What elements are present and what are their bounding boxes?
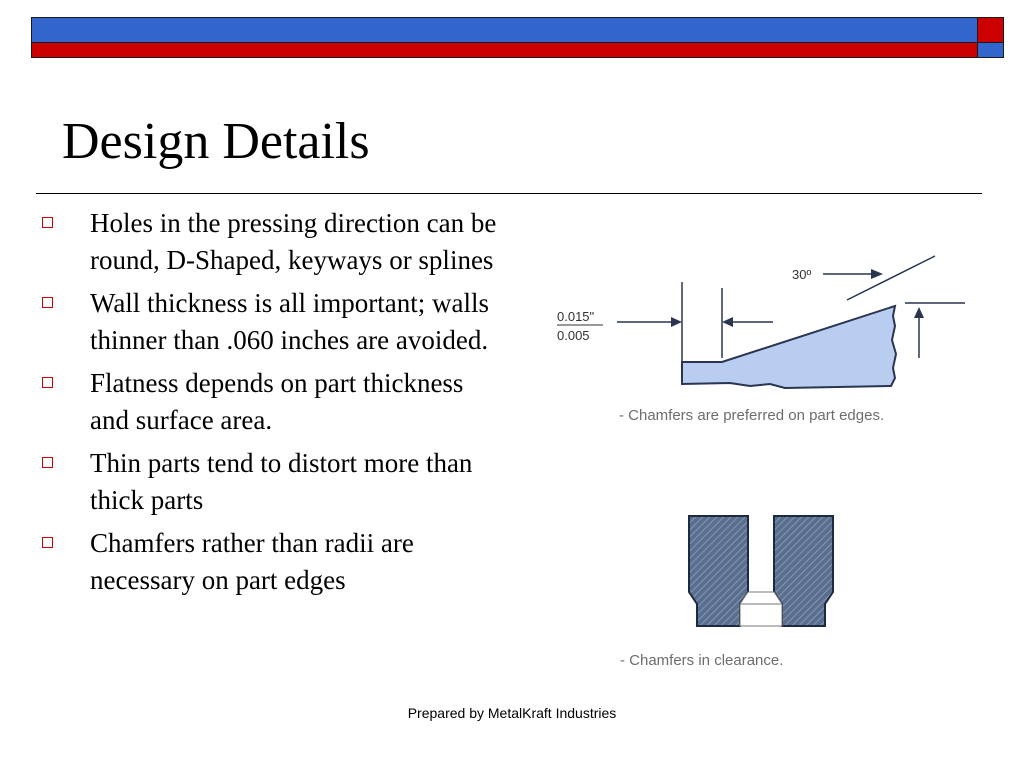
bullet-item xyxy=(40,285,500,359)
bullet-text: Thin parts tend to distort more than thick parts xyxy=(90,448,473,515)
top-bar-red xyxy=(31,42,978,58)
bullet-item xyxy=(40,525,500,599)
footer-text: Prepared by MetalKraft Industries xyxy=(407,705,617,721)
angle-reference-line xyxy=(847,256,935,300)
hollow-square-bullet-icon xyxy=(42,537,53,548)
dimension-top-label: 0.015" xyxy=(557,309,595,324)
figure-caption: - Chamfers are preferred on part edges. xyxy=(619,407,885,424)
figure-caption: - Chamfers in clearance. xyxy=(620,652,784,669)
clearance-diagram xyxy=(612,508,852,678)
slide-title: Design Details xyxy=(62,113,370,170)
bullet-list xyxy=(40,205,500,605)
hollow-square-bullet-icon xyxy=(42,457,53,468)
bullet-text: Wall thickness is all important; walls thinner than .060 inches are avoided. xyxy=(90,288,490,355)
right-die-block xyxy=(774,516,833,626)
title-divider xyxy=(36,193,982,194)
corner-square-blue xyxy=(977,42,1004,58)
bullet-item xyxy=(40,445,500,519)
arrowhead xyxy=(871,269,883,279)
bullet-item xyxy=(40,205,500,279)
bullet-item xyxy=(40,365,500,439)
hollow-square-bullet-icon xyxy=(42,297,53,308)
part-body xyxy=(682,306,896,388)
top-bar-blue xyxy=(31,17,978,43)
clearance-gap xyxy=(740,592,782,626)
corner-square-red xyxy=(977,17,1004,43)
bullet-text: Flatness depends on part thickness and surface area. xyxy=(90,368,464,435)
bullet-text: Chamfers rather than radii are necessary on part edges xyxy=(90,528,414,595)
hollow-square-bullet-icon xyxy=(42,377,53,388)
arrowhead xyxy=(914,307,924,318)
arrowhead xyxy=(722,317,733,327)
angle-label: 30º xyxy=(792,267,812,282)
arrowhead xyxy=(671,317,682,327)
left-die-block xyxy=(689,516,748,626)
chamfer-diagram xyxy=(545,250,975,435)
hollow-square-bullet-icon xyxy=(42,217,53,228)
dimension-bottom-label: 0.005 xyxy=(557,328,590,343)
bullet-text: Holes in the pressing direction can be round, D-Shaped, keyways or splines xyxy=(90,208,497,275)
